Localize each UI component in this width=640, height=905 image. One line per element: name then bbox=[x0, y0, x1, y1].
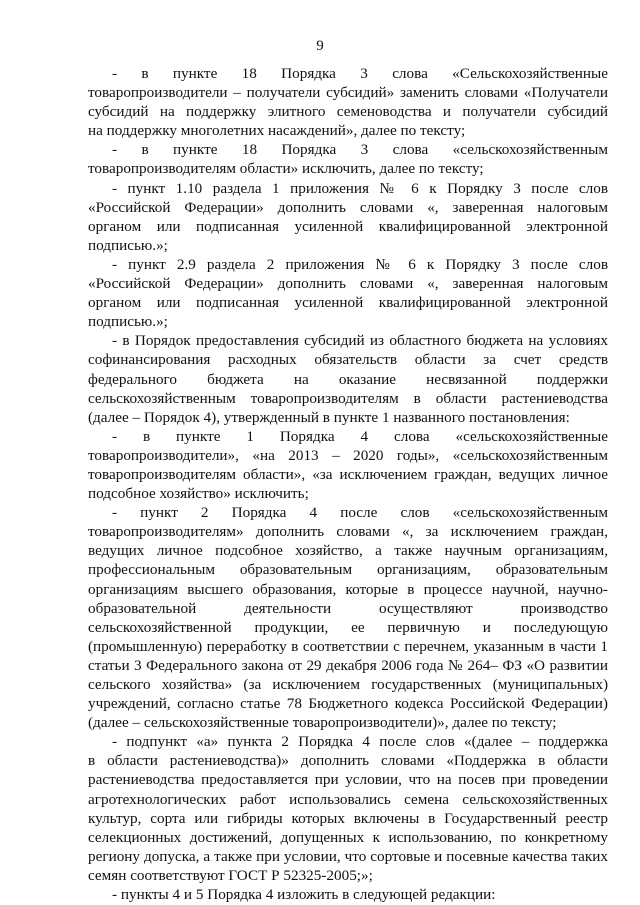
text-line: «Российской Федерации» дополнить словами «, заверенная налоговым bbox=[88, 198, 608, 216]
text-line: товаропроизводители – получатели субсидий» заменить словами «Получатели bbox=[88, 84, 608, 102]
text-line: сельскохозяйственной продукции, ее первичную и последующую bbox=[88, 618, 608, 636]
paragraph bbox=[88, 885, 608, 904]
text-line: (далее – Порядок 4), утвержденный в пункте 1 названного постановления: bbox=[88, 408, 570, 426]
document-body bbox=[88, 64, 608, 904]
text-line: в области растениеводства)» дополнить словами «Поддержка в области bbox=[88, 752, 608, 770]
text-line: органом или подписанная усиленной квалифицированной электронной bbox=[88, 217, 608, 235]
paragraph bbox=[88, 503, 608, 732]
text-line: селекционных достижений, допущенных к использованию, по конкретному bbox=[88, 828, 608, 846]
text-line: - в пункте 18 Порядка 3 слова «Сельскохозяйственные bbox=[112, 65, 608, 82]
text-line: ведущих личное подсобное хозяйство, а также научным организациям, bbox=[88, 542, 608, 560]
text-line: профессиональным образовательным организациям, образовательным bbox=[88, 561, 608, 579]
text-line: федерального бюджета на оказание несвязанной поддержки bbox=[88, 370, 608, 388]
paragraph bbox=[88, 64, 608, 140]
text-line: (далее – сельскохозяйственные товаропроизводители)», далее по тексту; bbox=[88, 714, 557, 732]
page-number: 9 bbox=[316, 38, 324, 54]
text-line: сельскохозяйственным товаропроизводителям в области растениеводства bbox=[88, 389, 608, 407]
text-line: - в пункте 18 Порядка 3 слова «сельскохозяйственным bbox=[112, 141, 608, 159]
text-line: - пункты 4 и 5 Порядка 4 изложить в следующей редакции: bbox=[112, 886, 496, 904]
text-line: - пункт 2.9 раздела 2 приложения № 6 к Порядку 3 после слов bbox=[112, 255, 608, 273]
text-line: статьи 3 Федерального закона от 29 декабря 2006 года № 264– ФЗ «О развитии bbox=[88, 656, 608, 674]
paragraph bbox=[88, 255, 608, 331]
text-line: сельского хозяйства» (за исключением государственных (муниципальных) bbox=[88, 676, 608, 693]
text-line: товаропроизводителям области» исключить, далее по тексту; bbox=[88, 160, 484, 178]
text-line: подсобное хозяйство» исключить; bbox=[88, 485, 309, 503]
text-line: товаропроизводителям» дополнить словами «, за исключением граждан, bbox=[88, 523, 608, 541]
text-line: (промышленную) переработку в соответствии с перечнем, указанным в части 1 bbox=[88, 637, 608, 655]
text-line: культур, сорта или гибриды которых включены в Государственный реестр bbox=[88, 809, 608, 827]
text-line: - пункт 2 Порядка 4 после слов «сельскохозяйственным bbox=[112, 504, 608, 522]
text-line: софинансирования расходных обязательств области за счет средств bbox=[88, 351, 608, 369]
text-line: - в пункте 1 Порядка 4 слова «сельскохозяйственные bbox=[112, 427, 608, 445]
text-line: подписью.»; bbox=[88, 236, 168, 254]
text-line: - подпункт «а» пункта 2 Порядка 4 после слов «(далее – поддержка bbox=[112, 733, 608, 751]
text-line: товаропроизводители», «на 2013 – 2020 годы», «сельскохозяйственным bbox=[88, 446, 608, 464]
text-line: на поддержку многолетних насаждений», далее по тексту; bbox=[88, 122, 466, 140]
text-line: семян соответствуют ГОСТ Р 52325-2005;»; bbox=[88, 866, 373, 884]
text-line: органом или подписанная усиленной квалифицированной электронной bbox=[88, 294, 608, 312]
text-line: агротехнологических работ использовались семена сельскохозяйственных bbox=[88, 790, 608, 808]
text-line: «Российской Федерации» дополнить словами «, заверенная налоговым bbox=[88, 275, 608, 293]
paragraph bbox=[88, 179, 608, 255]
text-line: подписью.»; bbox=[88, 313, 168, 331]
paragraph bbox=[88, 732, 608, 885]
text-line: учреждений, согласно статье 78 Бюджетного кодекса Российской Федерации) bbox=[88, 695, 608, 713]
text-line: организациям высшего образования, которые в процессе научной, научно- bbox=[88, 580, 608, 598]
text-line: региону допуска, а также при условии, что сортовые и посевные качества таких bbox=[88, 847, 608, 865]
text-line: - пункт 1.10 раздела 1 приложения № 6 к Порядку 3 после слов bbox=[112, 179, 608, 197]
text-line: субсидий на поддержку элитного семеноводства и получатели субсидий bbox=[88, 103, 608, 121]
text-line: товаропроизводителям области», «за исключением граждан, ведущих личное bbox=[88, 465, 608, 483]
paragraph bbox=[88, 140, 608, 178]
text-line: растениеводства предоставляется при условии, что на посев при проведении bbox=[88, 771, 608, 789]
paragraph bbox=[88, 331, 608, 426]
paragraph bbox=[88, 427, 608, 503]
text-line: образовательной деятельности осуществляют производство bbox=[88, 599, 608, 617]
text-line: - в Порядок предоставления субсидий из областного бюджета на условиях bbox=[112, 332, 608, 350]
